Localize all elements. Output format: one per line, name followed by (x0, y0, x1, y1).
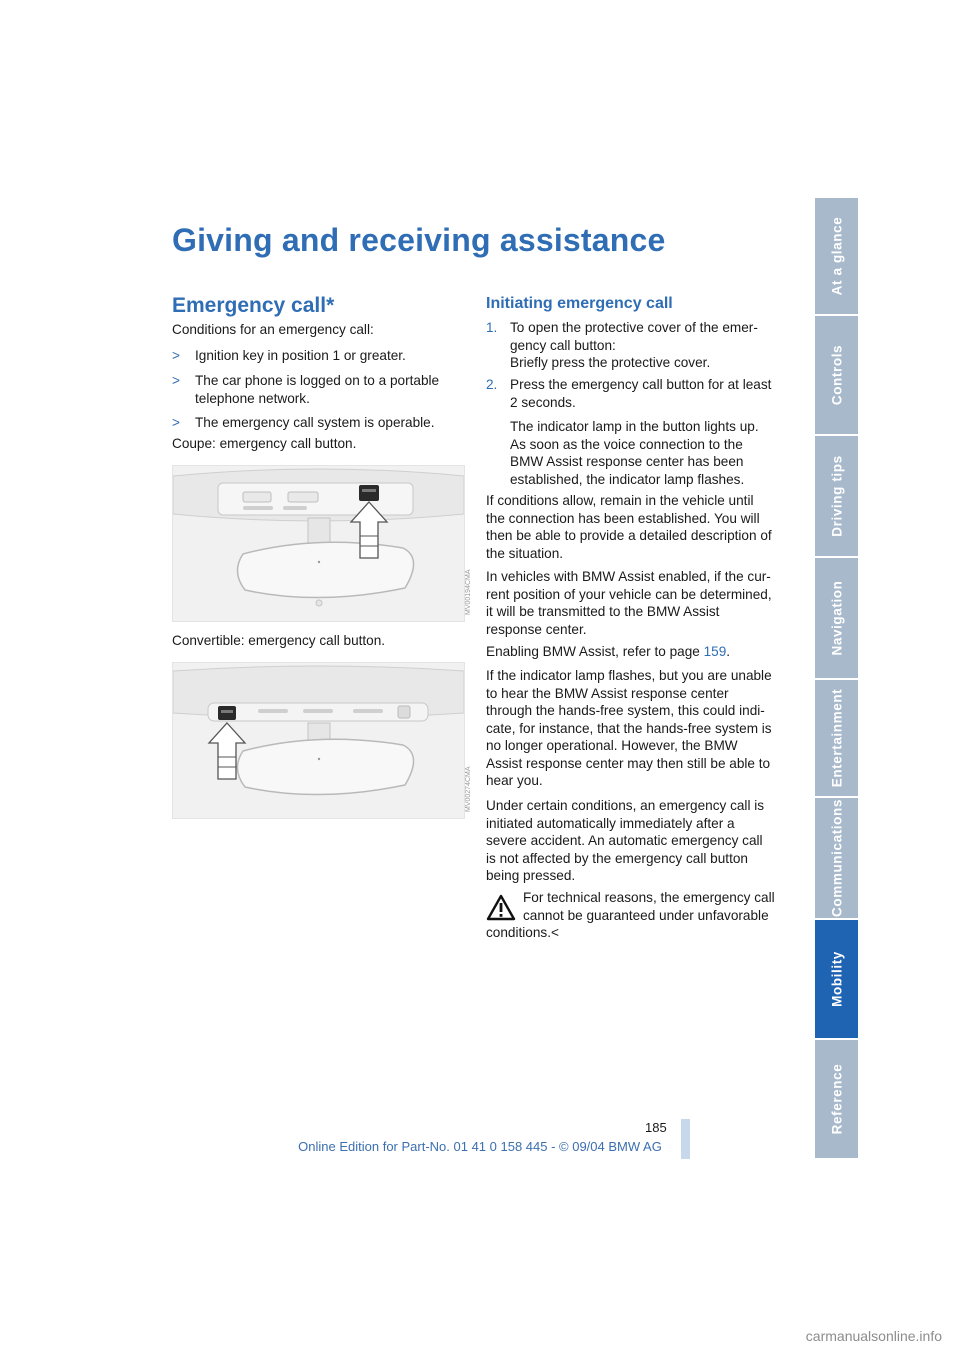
text-line: it will be transmitted to the BMW Assist (486, 604, 720, 619)
bullet-marker: > (172, 415, 180, 430)
warning-icon (486, 893, 516, 923)
convertible-button-figure (172, 662, 465, 819)
convertible-caption: Convertible: emergency call button. (172, 633, 386, 648)
subsection-heading: Initiating emergency call (486, 295, 673, 312)
list-item-text: telephone network. (195, 390, 310, 406)
warning-line: cannot be guaranteed under unfavorable (523, 907, 769, 923)
text-line: then be able to provide a detailed description of (486, 528, 772, 543)
warning-note (486, 889, 786, 949)
step-number: 2. (486, 377, 498, 392)
tab-communications[interactable] (815, 798, 858, 920)
text-line: Assist response center may then still be able to (486, 755, 771, 771)
coupe-console-illustration (173, 466, 464, 621)
warning-line: conditions.< (486, 925, 559, 940)
text-line: rent position of your vehicle can be determined, (486, 586, 772, 602)
list-item-text: The emergency call system is operable. (195, 415, 435, 430)
list-item (172, 372, 462, 412)
figure-code: MV00194CMA (465, 569, 472, 615)
tab-controls[interactable] (815, 316, 858, 436)
text-line: no longer operational. However, the BMW (486, 738, 738, 753)
tab-label: Navigation (829, 580, 844, 656)
text-line: to hear the BMW Assist response center (486, 685, 729, 701)
warning-line: For technical reasons, the emergency call (523, 890, 775, 905)
text-line: response center. (486, 621, 587, 637)
tab-label: Driving tips (829, 455, 844, 537)
coupe-caption: Coupe: emergency call button. (172, 436, 357, 451)
text-line: hear you. (486, 773, 543, 788)
step-detail-line: established, the indicator lamp flashes. (510, 471, 745, 487)
text-line: initiated automatically immediately after a (486, 815, 735, 831)
chapter-sidebar (815, 198, 858, 1160)
text-line: being pressed. (486, 868, 576, 883)
bullet-marker: > (172, 348, 180, 363)
step-detail-line: The indicator lamp in the button lights up. (510, 419, 759, 434)
conditions-intro: Conditions for an emergency call: (172, 322, 374, 337)
step-text: To open the protective cover of the emer- (510, 320, 758, 335)
coupe-button-figure (172, 465, 465, 622)
tab-mobility[interactable] (815, 920, 858, 1040)
text-line: In vehicles with BMW Assist enabled, if the cur- (486, 569, 771, 584)
step-text: Briefly press the protective cover. (510, 355, 711, 370)
list-item (172, 414, 462, 434)
page-title: Giving and receiving assistance (172, 222, 666, 258)
list-item-text: The car phone is logged on to a portable (195, 373, 440, 388)
text-line: If the indicator lamp flashes, but you are unable (486, 668, 772, 683)
text-line: the connection has been established. You will (486, 510, 760, 526)
step-detail-line: BMW Assist response center has been (510, 454, 744, 469)
bullet-marker: > (172, 373, 180, 388)
tab-label: Entertainment (829, 688, 844, 788)
enable-end: . (726, 644, 731, 659)
text-line: through the hands-free system, this could indi- (486, 703, 765, 718)
tab-navigation[interactable] (815, 558, 858, 680)
page-number: 185 (645, 1120, 667, 1135)
tab-label: Communications (829, 799, 844, 917)
text-line: If conditions allow, remain in the vehicle until (486, 493, 754, 508)
tab-label: At a glance (829, 216, 844, 296)
emergency-button (359, 485, 379, 501)
enable-reference (486, 643, 730, 661)
step-text: 2 seconds. (510, 394, 576, 410)
page-link[interactable]: 159 (703, 644, 727, 659)
watermark: carmanualsonline.info (805, 1328, 942, 1344)
step-text: gency call button: (510, 337, 616, 353)
footer-edition: Online Edition for Part-No. 01 41 0 158 445 - © 09/04 BMW AG (298, 1139, 662, 1154)
step-number: 1. (486, 320, 498, 335)
text-line: severe accident. An automatic emergency call (486, 833, 763, 848)
figure-code: MV00274CMA (465, 766, 472, 812)
text-line: cate, for instance, that the hands-free system is (486, 720, 772, 736)
convertible-console-illustration (173, 663, 464, 818)
tab-driving-tips[interactable] (815, 436, 858, 558)
text-line: the situation. (486, 545, 564, 561)
tab-label: Mobility (829, 951, 844, 1007)
text-line: Under certain conditions, an emergency call is (486, 798, 765, 813)
tab-entertainment[interactable] (815, 680, 858, 798)
list-item-text: Ignition key in position 1 or greater. (195, 348, 406, 363)
step-detail-line: As soon as the voice connection to the (510, 436, 743, 452)
tab-at-a-glance[interactable] (815, 198, 858, 316)
enable-text: Enabling BMW Assist, refer to page (486, 644, 704, 659)
tab-label: Reference (829, 1063, 844, 1135)
tab-label: Controls (829, 344, 844, 406)
section-heading: Emergency call* (172, 294, 335, 317)
text-line: is not affected by the emergency call button (486, 850, 748, 866)
step-text: Press the emergency call button for at least (510, 377, 772, 392)
